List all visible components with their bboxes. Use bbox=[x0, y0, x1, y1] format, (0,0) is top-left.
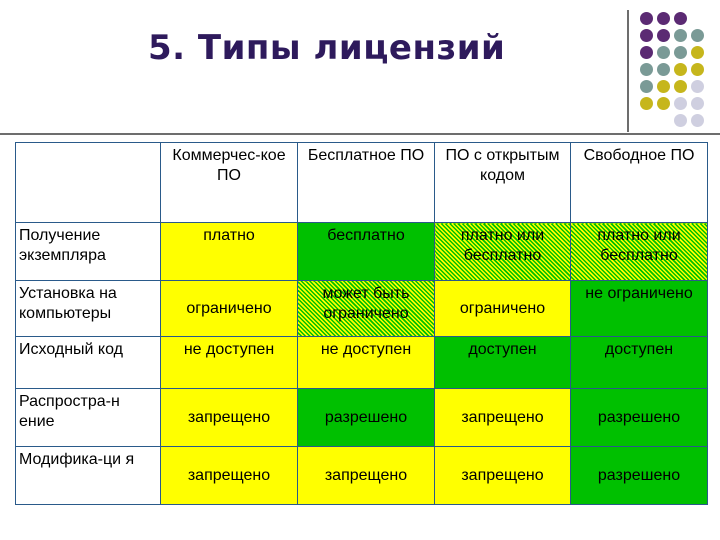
decorative-dot bbox=[657, 80, 670, 93]
table-cell: доступен bbox=[571, 337, 708, 389]
table-cell: запрещено bbox=[161, 389, 298, 447]
table-cell: запрещено bbox=[298, 447, 435, 505]
license-types-table bbox=[15, 142, 708, 505]
table-cell: не доступен bbox=[298, 337, 435, 389]
header-freeware: Бесплатное ПО bbox=[298, 143, 435, 223]
header-free-software: Свободное ПО bbox=[571, 143, 708, 223]
table-cell: не доступен bbox=[161, 337, 298, 389]
decorative-dot bbox=[640, 29, 653, 42]
row-label: Установка на компьютеры bbox=[16, 281, 161, 337]
table-cell: запрещено bbox=[435, 447, 571, 505]
table-header-cell-empty bbox=[16, 143, 161, 223]
table-row bbox=[16, 223, 708, 281]
decorative-dot bbox=[674, 114, 687, 127]
decorative-dot bbox=[640, 97, 653, 110]
table-row bbox=[16, 281, 708, 337]
table-cell: ограничено bbox=[161, 281, 298, 337]
decorative-dot bbox=[640, 46, 653, 59]
decorative-dot bbox=[691, 29, 704, 42]
decorative-dot bbox=[657, 12, 670, 25]
row-label: Получение экземпляра bbox=[16, 223, 161, 281]
decorative-dot bbox=[657, 46, 670, 59]
decorative-dot bbox=[640, 80, 653, 93]
decorative-dot bbox=[657, 97, 670, 110]
table-row bbox=[16, 337, 708, 389]
table-cell: платно bbox=[161, 223, 298, 281]
table-cell: платно или бесплатно bbox=[571, 223, 708, 281]
header-commercial: Коммерчес-кое ПО bbox=[161, 143, 298, 223]
table-row bbox=[16, 389, 708, 447]
decorative-dot bbox=[691, 63, 704, 76]
decorative-dot bbox=[674, 29, 687, 42]
table-cell: запрещено bbox=[435, 389, 571, 447]
decorative-dot bbox=[691, 97, 704, 110]
table-cell: запрещено bbox=[161, 447, 298, 505]
decorative-dot bbox=[674, 97, 687, 110]
row-label: Модифика-ци я bbox=[16, 447, 161, 505]
decorative-horizontal-line bbox=[0, 133, 720, 135]
decorative-dot bbox=[691, 46, 704, 59]
table-cell: разрешено bbox=[571, 389, 708, 447]
decorative-dot bbox=[674, 63, 687, 76]
header-open-source: ПО с открытым кодом bbox=[435, 143, 571, 223]
table-cell: не ограничено bbox=[571, 281, 708, 337]
table-cell: платно или бесплатно bbox=[435, 223, 571, 281]
row-label: Распростра-н ение bbox=[16, 389, 161, 447]
decorative-vertical-line bbox=[627, 10, 629, 132]
table-cell: разрешено bbox=[571, 447, 708, 505]
decorative-dot bbox=[640, 12, 653, 25]
row-label: Исходный код bbox=[16, 337, 161, 389]
table-header-row bbox=[16, 143, 708, 223]
decorative-dot bbox=[674, 46, 687, 59]
decorative-dot bbox=[674, 12, 687, 25]
decorative-dot bbox=[640, 63, 653, 76]
page-title: 5. Типы лицензий bbox=[148, 28, 506, 68]
decorative-dot bbox=[691, 80, 704, 93]
table-cell: доступен bbox=[435, 337, 571, 389]
decorative-dot bbox=[674, 80, 687, 93]
decorative-dot bbox=[657, 29, 670, 42]
table-cell: бесплатно bbox=[298, 223, 435, 281]
table-cell: может быть ограничено bbox=[298, 281, 435, 337]
table-cell: ограничено bbox=[435, 281, 571, 337]
table-row bbox=[16, 447, 708, 505]
table-cell: разрешено bbox=[298, 389, 435, 447]
decorative-dot bbox=[691, 114, 704, 127]
decorative-dot bbox=[657, 63, 670, 76]
